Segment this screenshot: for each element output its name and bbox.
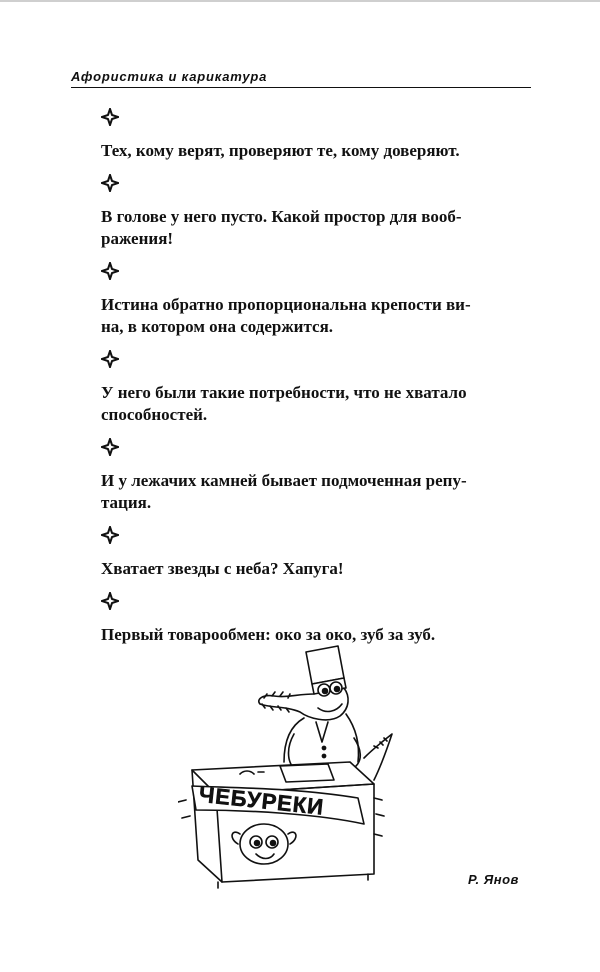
aphorism-entry [101,174,533,250]
aphorism-text: Хватает звезды с неба? Хапуга! [101,559,344,578]
cartoon-author: Р. Янов [468,872,519,887]
aphorism-text: Истина обратно пропорциональна крепости ви- на, в котором она содержится. [101,295,471,336]
four-point-star-icon [101,526,121,546]
four-point-star-icon [101,262,121,282]
aphorism-entry [101,526,533,580]
aphorism-entry [101,108,533,162]
aphorism-text: В голове у него пусто. Какой простор для вооб- ражения! [101,207,462,248]
aphorism-text: И у лежачих камней бывает подмоченная репу- тация. [101,471,467,512]
cheburek-sign-text: ЧЕБУРЕКИ [197,781,326,820]
aphorism-text: У него были такие потребности, что не хватало способностей. [101,383,467,424]
crocodile-vendor-illustration [178,638,418,894]
four-point-star-icon [101,592,121,612]
four-point-star-icon [101,108,121,128]
aphorism-text: Тех, кому верят, проверяют те, кому доверяют. [101,141,460,160]
four-point-star-icon [101,438,121,458]
aphorism-entry [101,262,533,338]
four-point-star-icon [101,174,121,194]
four-point-star-icon [101,350,121,370]
aphorism-entry [101,350,533,426]
aphorism-list [101,108,533,658]
aphorism-entry [101,438,533,514]
top-border [0,0,600,2]
header-rule [71,87,531,88]
running-head: Афористика и карикатура [71,69,268,84]
aphorism-text: Первый товарообмен: око за око, зуб за зуб. [101,625,436,644]
